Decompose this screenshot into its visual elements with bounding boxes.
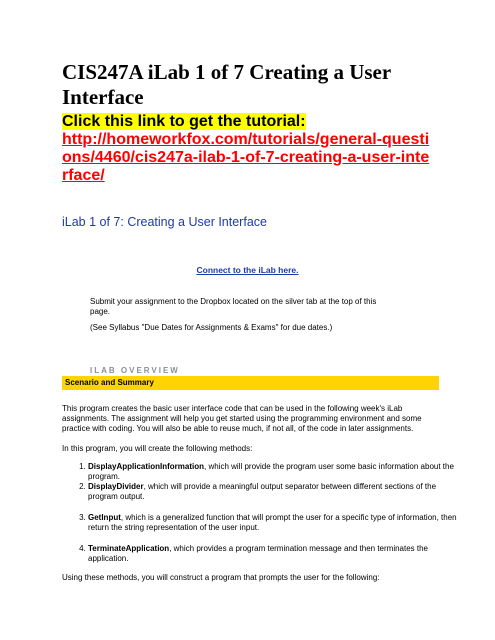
method-desc: , which provides a program termination message and then terminates the application.	[88, 544, 429, 563]
method-name: DisplayApplicationInformation	[88, 462, 205, 471]
syllabus-note: (See Syllabus "Due Dates for Assignments & Exams" for due dates.)	[90, 323, 333, 332]
method-desc: , which will provide a meaningful output separator between different sections of the program output.	[88, 482, 437, 501]
closing-paragraph: Using these methods, you will construct a program that prompts the user for the following:	[62, 573, 380, 582]
scenario-summary-heading: Scenario and Summary	[62, 376, 439, 390]
methods-list	[62, 462, 468, 564]
method-name: DisplayDivider	[88, 482, 144, 491]
list-item	[88, 544, 468, 564]
method-name: GetInput	[88, 513, 121, 522]
tutorial-prompt	[62, 113, 306, 131]
method-name: TerminateApplication	[88, 544, 170, 553]
methods-intro: In this program, you will create the following methods:	[62, 444, 253, 453]
document-title: CIS247A iLab 1 of 7 Creating a User Interface	[62, 60, 391, 109]
intro-paragraph: This program creates the basic user interface code that can be used in the following week's iLab assignments. The assignment will help you get started using the programming environment and some practice with coding. You will also be able to reuse much, if not all, of the code in later assignments.	[62, 404, 422, 433]
method-desc: , which is a generalized function that will prompt the user for a specific type of information, then return the string representation of the user input.	[88, 513, 457, 532]
list-item	[88, 482, 468, 502]
ilab-overview-heading: ILAB OVERVIEW	[90, 366, 180, 375]
tutorial-link[interactable]: http://homeworkfox.com/tutorials/general-questions/4460/cis247a-ilab-1-of-7-creating-a-user-interface/	[62, 131, 430, 184]
connect-ilab-link[interactable]: Connect to the iLab here.	[196, 265, 299, 275]
list-item	[88, 462, 468, 482]
method-desc: , which will provide the program user some basic information about the program.	[88, 462, 454, 481]
lab-subtitle: iLab 1 of 7: Creating a User Interface	[62, 215, 267, 229]
list-item	[88, 513, 468, 533]
tutorial-prompt-highlight: Click this link to get the tutorial:	[62, 113, 306, 130]
submit-instructions: Submit your assignment to the Dropbox located on the silver tab at the top of this page.	[90, 297, 377, 316]
